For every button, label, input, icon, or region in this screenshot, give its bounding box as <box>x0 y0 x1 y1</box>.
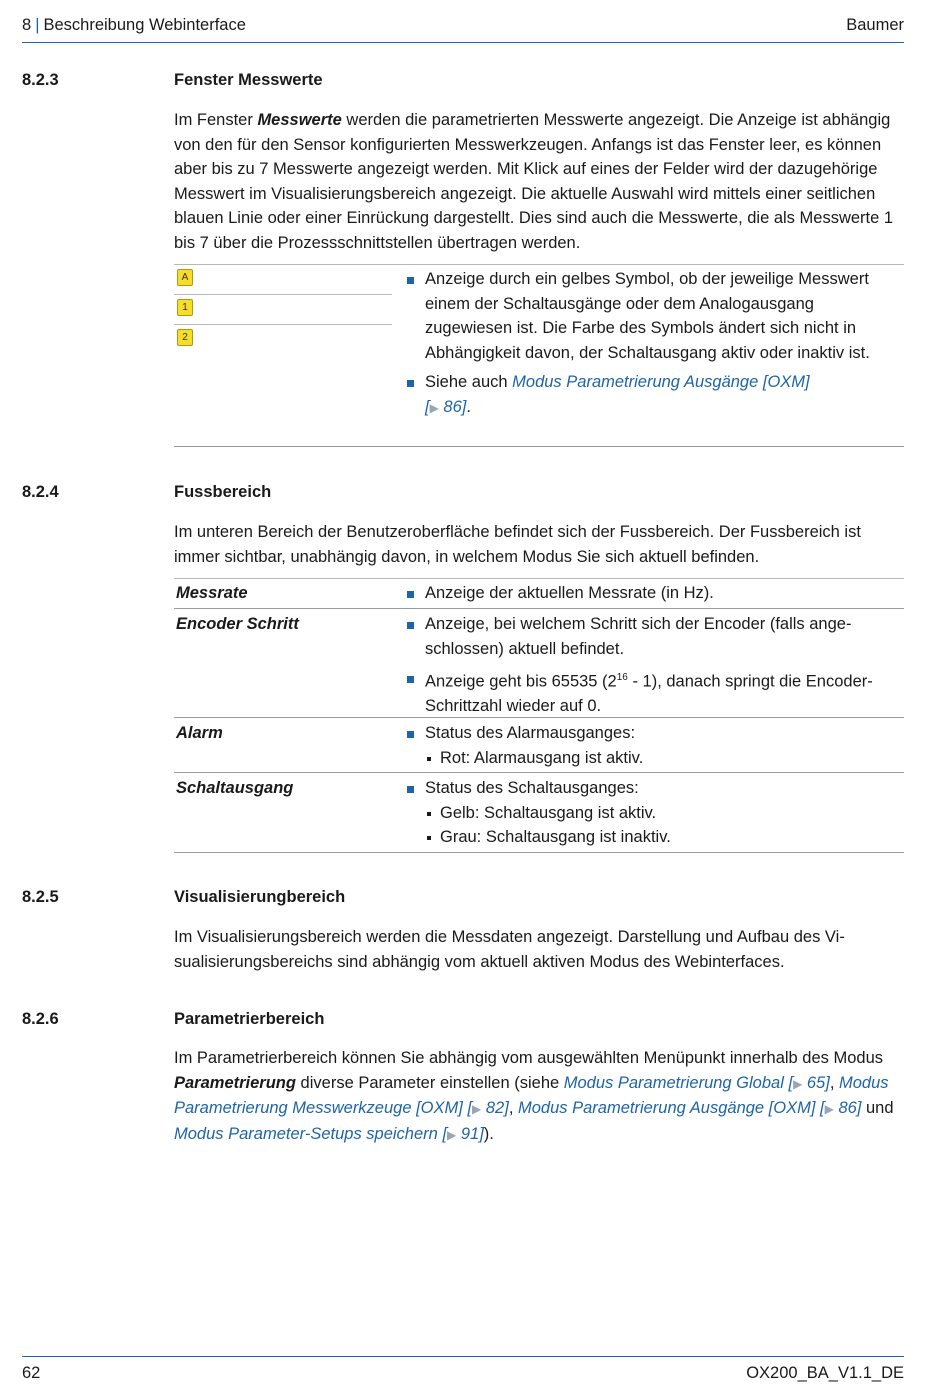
paragraph-823: Im Fenster Messwerte werden die parametrierten Messwerte angezeigt. Die Anzeige ist abhängig von den für den Sensor konfigurierten Messwerkzeugen. Anfangs ist das Fenster leer, es können aber bis zu 7 Messwerte angezeigt werden. Mit Klick auf eines der Felder wird der dazugehörige Messwert im Visualisierungsbereich angezeigt. Die aktuelle Auswahl wird mittels einer seitlichen blauen Linie oder einer Einrückung dargestellt. Dies sind auch die Messwerte, die als Messwerte 1 bis 7 über die Prozessschnittstellen übertragen werden. <box>174 111 894 252</box>
arrow-right-icon: ▶ <box>824 1102 834 1116</box>
list-item: Anzeige durch ein gelbes Symbol, ob der jeweilige Messwert einem der Schaltausgänge oder dem Analogausgang zugewiesen ist. Die Farbe des Symbols ändert sich nicht in Abhängigkeit davon, der Schaltausgang aktiv oder inaktiv ist. <box>406 267 904 365</box>
row-desc-messrate <box>406 581 904 606</box>
table-rule <box>174 608 904 609</box>
sub-list-item: Grau: Schaltausgang ist inaktiv. <box>425 825 904 850</box>
page-footer <box>22 1356 904 1387</box>
table-rule <box>174 264 904 265</box>
cross-reference-link[interactable]: Modus Parameter-Setups speichern <box>174 1124 438 1143</box>
row-label-alarm: Alarm <box>176 724 223 742</box>
row-label-messrate: Messrate <box>176 584 248 602</box>
bold-term: Messwerte <box>257 111 342 129</box>
page-number: 62 <box>22 1364 41 1382</box>
list-item: Status des Alarmausganges: Rot: Alarmausgang ist aktiv. <box>406 721 904 770</box>
arrow-right-icon: ▶ <box>793 1076 803 1091</box>
section-number-826: 8.2.6 <box>22 1010 59 1028</box>
row-label-schaltausgang: Schaltausgang <box>176 779 294 797</box>
yellow-symbol-icon: 2 <box>177 329 193 346</box>
row-desc-schaltausgang <box>406 776 904 850</box>
sub-list-item: Gelb: Schaltausgang ist aktiv. <box>425 801 904 826</box>
page-header <box>22 14 904 43</box>
symbol-divider <box>174 324 392 325</box>
symbol-divider <box>174 294 392 295</box>
section-number-825: 8.2.5 <box>22 888 59 906</box>
list-item: Anzeige, bei welchem Schritt sich der Encoder (falls angeschlossen) aktuell befindet. <box>406 612 904 661</box>
row-desc-encoder <box>406 612 904 719</box>
page-ref-link[interactable]: [▶ 86] <box>820 1099 862 1117</box>
row-desc-alarm <box>406 721 904 770</box>
cross-reference-link[interactable]: Modus Parametrierung Ausgänge [OXM] <box>512 373 810 391</box>
document-id: OX200_BA_V1.1_DE <box>746 1364 904 1382</box>
paragraph-826: Im Parametrierbereich können Sie abhängig vom ausgewählten Menüpunkt innerhalb des Modus Parametrierung diverse Parameter einstellen (siehe Modus Parametrierung Global [▶ 65], Modus Parametrierung Messwerkzeuge [OXM] [▶ 82], Modus Parametrierung Ausgänge [OXM] [▶ 86] und Modus Parameter-Setups speichern [▶ 91]). <box>174 1049 894 1143</box>
paragraph-825: Im Visualisierungsbereich werden die Messdaten angezeigt. Darstellung und Aufbau des Visualisierungsbereichs sind abhängig vom aktuell aktiven Modus des Webinterfaces. <box>174 928 845 971</box>
table-rule <box>174 852 904 853</box>
row-label-encoder: Encoder Schritt <box>176 615 299 633</box>
section-title-823: Fenster Messwerte <box>174 71 323 89</box>
cross-reference-link[interactable]: Modus Parametrierung Ausgänge [OXM] <box>517 1099 816 1117</box>
page-ref-link[interactable]: [▶ 82] <box>467 1099 509 1117</box>
section-title-826: Parametrierbereich <box>174 1010 325 1028</box>
page-ref-link[interactable]: [▶ 86] <box>425 397 467 416</box>
table-rule <box>174 578 904 579</box>
arrow-right-icon: ▶ <box>447 1127 457 1142</box>
table-rule <box>174 446 904 447</box>
section-title-825: Visualisierungbereich <box>174 888 346 906</box>
section-number-823: 8.2.3 <box>22 71 59 89</box>
sub-list-item: Rot: Alarmausgang ist aktiv. <box>425 746 904 771</box>
chapter-heading <box>22 16 246 35</box>
arrow-right-icon: ▶ <box>472 1102 482 1116</box>
list-item: Anzeige geht bis 65535 $(2^{16} - 1)$, danach springt die Encoder-Schrittzahl wieder auf 0. <box>406 666 904 719</box>
paragraph-824: Im unteren Bereich der Benutzeroberfläche befindet sich der Fussbereich. Der Fussbereich ist immer sichtbar, unabhängig davon, in welchem Modus Sie sich aktuell befinden. <box>174 523 861 566</box>
list-item: Siehe auch Modus Parametrierung Ausgänge [OXM] [▶ 86]. <box>406 370 904 420</box>
table-rule <box>174 772 904 773</box>
bold-term: Parametrierung <box>174 1073 296 1092</box>
table-rule <box>174 717 904 718</box>
brand-name: Baumer <box>846 16 904 34</box>
page-ref-link[interactable]: [▶ 65] <box>788 1073 830 1092</box>
chapter-number: 8 <box>22 16 32 34</box>
list-item: Status des Schaltausganges: Gelb: Schaltausgang ist aktiv. Grau: Schaltausgang ist inaktiv. <box>406 776 904 850</box>
separator: | <box>35 16 40 34</box>
cross-reference-link[interactable]: Modus Parametrierung Global <box>563 1073 784 1092</box>
section-title-824: Fussbereich <box>174 483 272 501</box>
page-ref-link[interactable]: [▶ 91] <box>442 1124 484 1143</box>
section-number-824: 8.2.4 <box>22 483 59 501</box>
yellow-symbol-icon: A <box>177 269 193 286</box>
cross-reference-link[interactable]: Modus Parametrierung Messwerkzeuge [OXM] <box>174 1073 889 1117</box>
chapter-title: Beschreibung Webinterface <box>43 16 246 34</box>
yellow-symbol-icon: 1 <box>177 299 193 316</box>
list-item: Anzeige der aktuellen Messrate (in Hz). <box>406 581 904 606</box>
bullet-list-823 <box>406 267 904 420</box>
arrow-right-icon: ▶ <box>429 400 439 415</box>
